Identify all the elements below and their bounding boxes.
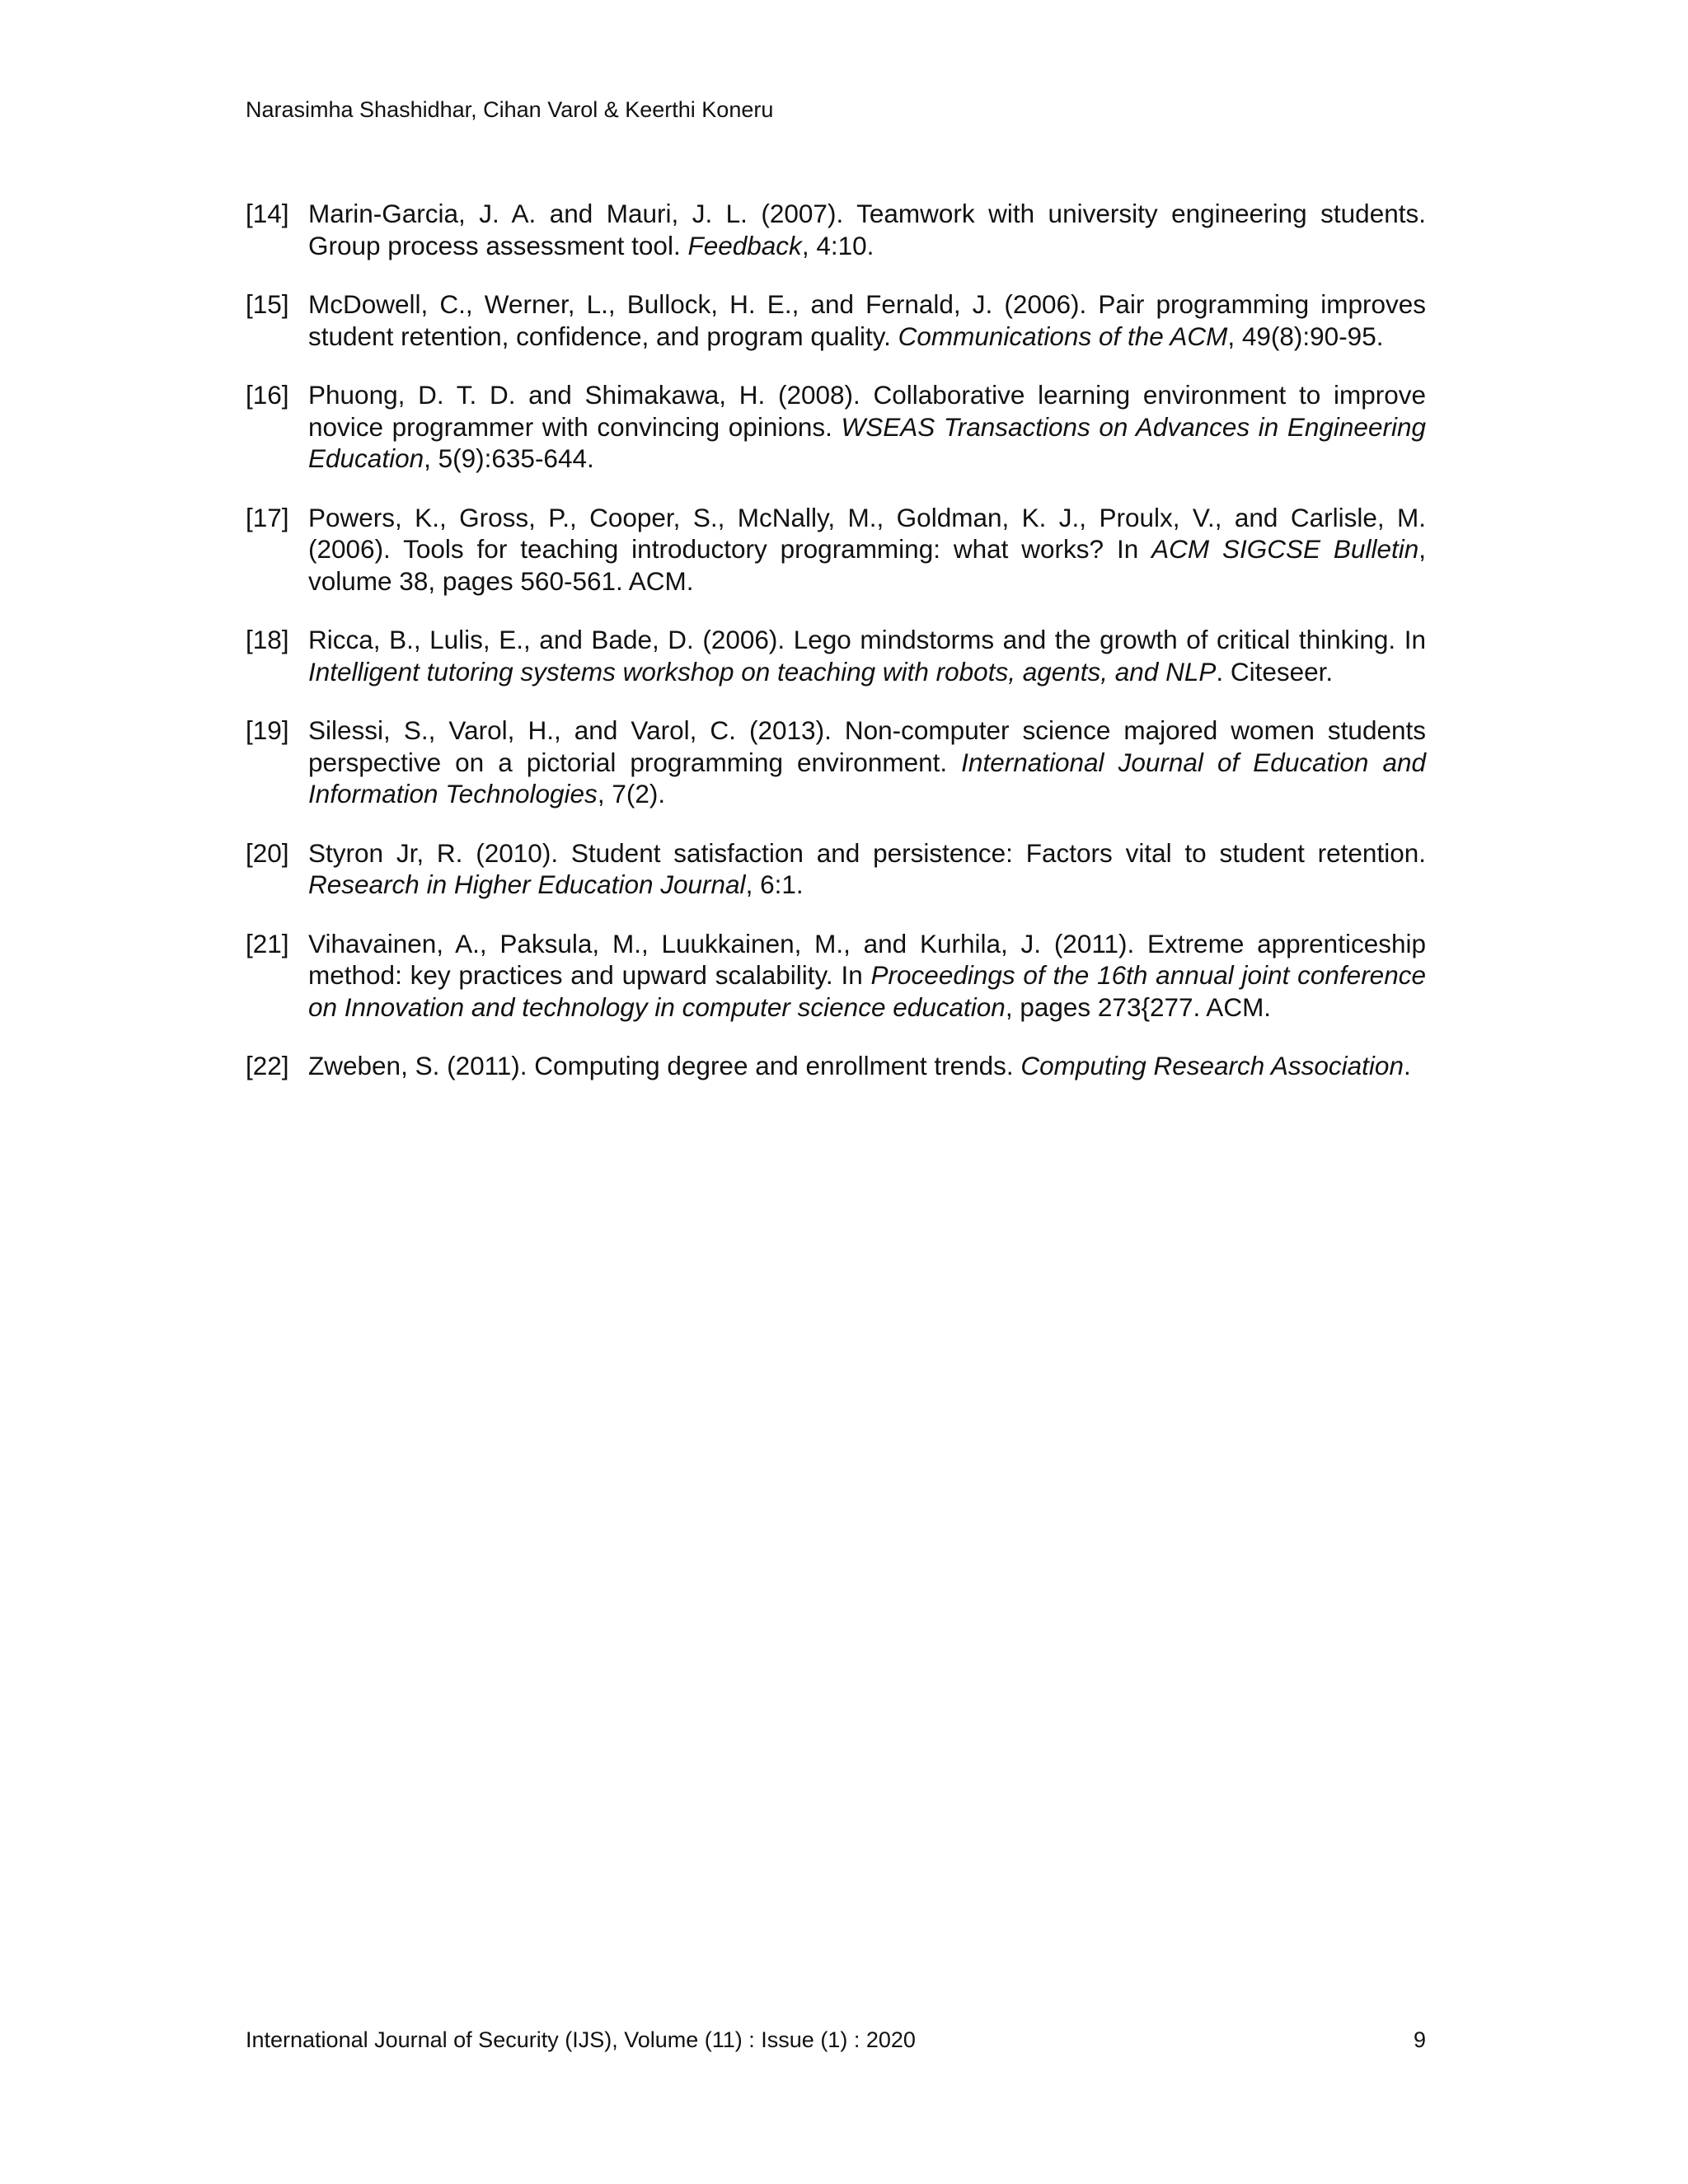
reference-details: , 5(9):635-644. — [424, 443, 594, 473]
reference-citation: Powers, K., Gross, P., Cooper, S., McNally, M., Goldman, K. J., Proulx, V., and Carlisle, M. (2006). Tools for teaching introductory programming: what works? In — [308, 502, 1426, 564]
reference-number: [19] — [246, 715, 289, 745]
reference-details: , pages 273{277. ACM. — [1005, 991, 1272, 1022]
reference-text — [308, 288, 1426, 352]
reference-item-19 — [246, 715, 1426, 810]
reference-number: [17] — [246, 502, 289, 532]
reference-number: [21] — [246, 928, 289, 958]
reference-citation: Marin-Garcia, J. A. and Mauri, J. L. (2007). Teamwork with university engineering students. Group process assessment tool. — [308, 199, 1426, 260]
reference-venue: Research in Higher Education Journal — [308, 869, 746, 899]
reference-item-15 — [246, 288, 1426, 352]
reference-citation: Styron Jr, R. (2010). Student satisfaction and persistence: Factors vital to student retention. — [308, 837, 1426, 868]
reference-item-20 — [246, 837, 1426, 901]
reference-details: . Citeseer. — [1216, 656, 1334, 687]
reference-number: [15] — [246, 289, 289, 319]
reference-venue: Feedback — [687, 230, 802, 260]
reference-citation: Zweben, S. (2011). Computing degree and enrollment trends. — [308, 1051, 1021, 1080]
reference-details: , 4:10. — [801, 230, 874, 260]
reference-text — [308, 502, 1426, 598]
reference-details: , 49(8):90-95. — [1227, 321, 1384, 351]
reference-text — [308, 1050, 1426, 1082]
reference-item-17 — [246, 502, 1426, 598]
reference-number: [18] — [246, 625, 289, 654]
reference-item-21 — [246, 928, 1426, 1024]
page-footer — [246, 2026, 1426, 2054]
reference-details: , 7(2). — [597, 779, 666, 808]
reference-venue: International Journal of Education and Information Technologies — [308, 747, 1427, 808]
reference-citation: McDowell, C., Werner, L., Bullock, H. E., and Fernald, J. (2006). Pair programming improves student retention, confidence, and program quality. — [308, 289, 1426, 351]
reference-text — [308, 379, 1426, 475]
reference-number: [16] — [246, 380, 289, 410]
reference-text — [308, 928, 1426, 1024]
reference-citation: Silessi, S., Varol, H., and Varol, C. (2013). Non-computer science majored women students perspective on a pictorial programming environment. — [308, 715, 1426, 777]
reference-citation: Phuong, D. T. D. and Shimakawa, H. (2008). Collaborative learning environment to improve novice programmer with convincing opinions. — [308, 380, 1426, 442]
reference-item-14 — [246, 198, 1426, 261]
reference-venue: Intelligent tutoring systems workshop on teaching with robots, agents, and NLP — [308, 656, 1217, 687]
reference-venue: WSEAS Transactions on Advances in Engineering Education — [308, 411, 1426, 473]
reference-venue: Computing Research Association — [1020, 1051, 1404, 1080]
reference-number: [14] — [246, 199, 289, 228]
reference-text — [308, 198, 1426, 261]
running-head-authors: Narasimha Shashidhar, Cihan Varol & Keerthi Koneru — [246, 97, 774, 122]
reference-text — [308, 715, 1426, 810]
reference-number: [22] — [246, 1051, 289, 1080]
reference-details: . — [1403, 1051, 1411, 1080]
reference-venue: Communications of the ACM — [898, 321, 1228, 351]
reference-venue: ACM SIGCSE Bulletin — [1151, 534, 1419, 564]
reference-text — [308, 624, 1426, 687]
reference-citation: Ricca, B., Lulis, E., and Bade, D. (2006). Lego mindstorms and the growth of critical thinking. In — [308, 625, 1426, 654]
reference-item-22 — [246, 1050, 1426, 1082]
reference-text — [308, 837, 1426, 901]
page-number: 9 — [1413, 2027, 1426, 2052]
reference-citation: Vihavainen, A., Paksula, M., Luukkainen, M., and Kurhila, J. (2011). Extreme apprenticeship method: key practices and upward scalability. In — [308, 928, 1426, 990]
reference-details: , 6:1. — [745, 869, 804, 899]
reference-item-18 — [246, 624, 1426, 687]
reference-venue: Proceedings of the 16th annual joint conference on Innovation and technology in computer science education — [308, 960, 1426, 1022]
reference-list — [246, 198, 1426, 1109]
reference-number: [20] — [246, 837, 289, 868]
reference-details: , volume 38, pages 560-561. ACM. — [308, 534, 1426, 596]
footer-journal-info: International Journal of Security (IJS), Volume (11) : Issue (1) : 2020 — [246, 2027, 916, 2052]
reference-item-16 — [246, 379, 1426, 475]
